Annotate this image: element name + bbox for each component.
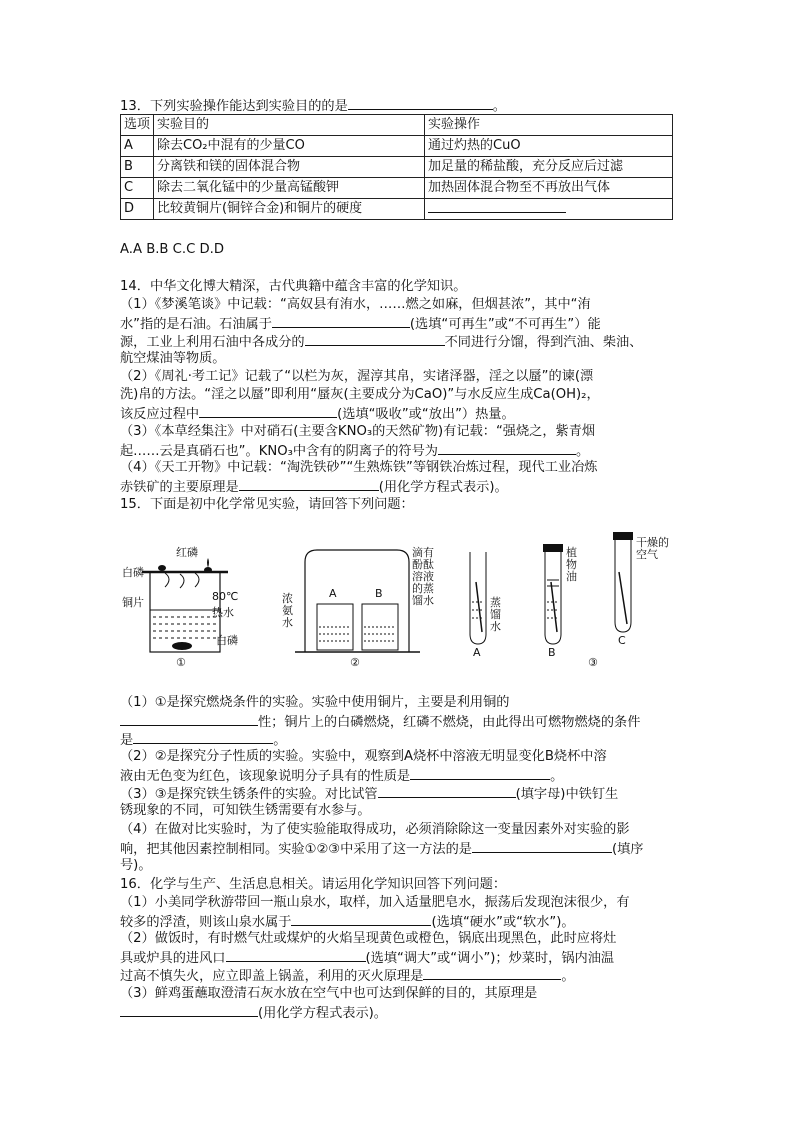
- q15-p1-line: （1）①是探究燃烧条件的实验。实验中使用铜片，主要是利用铜的: [120, 695, 510, 710]
- q14-p3-line: 起……云是真硝石也”。KNO₃中含有的阴离子的符号为 。: [120, 441, 589, 460]
- table-row: [121, 178, 673, 199]
- figure-3: [470, 532, 669, 669]
- label-bailin-bottom: 白磷: [216, 634, 238, 647]
- q14-p3-line: （3）《本草经集注》中对硝石(主要含KNO₃的天然矿物)有记载：“强烧之，紫青烟: [120, 424, 596, 439]
- q14-p4-line: （4）《天工开物》中记载：“淘洗铁砂”“生熟炼铁”等钢铁冶炼过程，现代工业冶炼: [120, 460, 598, 475]
- table-cell: 加足量的稀盐酸，充分反应后过滤: [425, 157, 673, 178]
- q14-stem: 14．中华文化博大精深，古代典籍中蕴含丰富的化学知识。: [120, 279, 467, 294]
- q16-p2-line: 具或炉具的进风口 (选填“调大”或“调小”)；炒菜时，锅内油温: [120, 948, 614, 967]
- answer-blank[interactable]: [305, 332, 445, 346]
- figure-1: [122, 545, 238, 669]
- label-tube-a: A: [473, 646, 481, 659]
- table-cell: B: [121, 157, 154, 178]
- label-temp: 80℃: [212, 590, 239, 603]
- table-row: [121, 157, 673, 178]
- q13-options: A.A B.B C.C D.D: [120, 242, 224, 257]
- table-cell: 比较黄铜片(铜锌合金)和铜片的硬度: [154, 199, 425, 220]
- q15-p4-line: 号)。: [120, 858, 152, 873]
- table-row: [121, 136, 673, 157]
- label-beaker-a: A: [329, 587, 337, 600]
- q14-p1-line: （1）《梦溪笔谈》中记载：“高奴县有洧水，……燃之如麻，但烟甚浓”，其中“洧: [120, 297, 591, 312]
- label-beaker-b: B: [375, 587, 383, 600]
- answer-blank[interactable]: [272, 314, 410, 328]
- table-header-cell: 实验目的: [154, 115, 425, 136]
- answer-blank[interactable]: [410, 766, 550, 780]
- label-tube-c: C: [618, 634, 626, 647]
- label-tongpian: 铜片: [122, 596, 144, 609]
- answer-blank[interactable]: [291, 912, 431, 926]
- q14-p1-line: 源，工业上利用石油中各成分的 不同进行分馏，得到汽油、柴油、: [120, 332, 642, 351]
- table-row: [121, 199, 673, 220]
- table-cell: 除去CO₂中混有的少量CO: [154, 136, 425, 157]
- q14-p2-line: 该反应过程中 (选填“吸收”或“放出”）热量。: [120, 404, 515, 423]
- q16-p1-line: 较多的浮渣，则该山泉水属于 (选填“硬水”或“软水”)。: [120, 912, 575, 931]
- q13-stem: 13．下列实验操作能达到实验目的的是 。: [120, 96, 506, 115]
- label-tube-b: B: [548, 646, 556, 659]
- answer-blank[interactable]: [226, 948, 366, 962]
- q15-p4-line: （4）在做对比实验时，为了使实验能取得成功，必须消除除这一变量因素外对实验的影: [120, 822, 630, 837]
- label-zhiwuyou: 植物油: [566, 546, 577, 583]
- table-cell: A: [121, 136, 154, 157]
- q16-p3-line: (用化学方程式表示)。: [120, 1003, 387, 1022]
- q15-p3-line: 锈现象的不同，可知铁生锈需要有水参与。: [120, 803, 371, 818]
- answer-blank[interactable]: [423, 966, 561, 980]
- q14-p2-line: 洗)帛的方法。“淫之以蜃”即利用“蜃灰(主要成分为CaO)”与水反应生成Ca(OH)₂，: [120, 387, 600, 402]
- table-header-cell: 选项: [121, 115, 154, 136]
- label-figure-1: ①: [176, 656, 186, 669]
- label-ganzao: 干燥的空气: [636, 536, 669, 561]
- label-figure-3: ③: [588, 656, 598, 669]
- q14-p2-line: （2）《周礼·考工记》记载了“以栏为灰，渥淳其帛，实诸泽器，淫之以蜃”的谏(漂: [120, 369, 594, 384]
- q15-p3-line: （3）③是探究铁生锈条件的实验。对比试管 (填字母)中铁钉生: [120, 784, 618, 803]
- q15-p2-line: （2）②是探究分子性质的实验。实验中，观察到A烧杯中溶液无明显变化B烧杯中溶: [120, 749, 607, 764]
- figure-2: [282, 546, 434, 669]
- table-header-cell: 实验操作: [425, 115, 673, 136]
- label-nongan: 浓氨水: [282, 592, 293, 629]
- q15-p4-line: 响，把其他因素控制相同。实验①②③中采用了这一方法的是 (填序: [120, 839, 644, 858]
- q15-p1-line: 是 。: [120, 730, 286, 749]
- label-bailin: 白磷: [122, 566, 144, 579]
- q16-stem: 16．化学与生产、生活息息相关。请运用化学知识回答下列问题：: [120, 877, 507, 892]
- q14-p1-line: 水”指的是石油。石油属于 (选填“可再生”或“不可再生”）能: [120, 314, 601, 333]
- experiment-figure: [120, 532, 680, 672]
- q14-p4-line: 赤铁矿的主要原理是 (用化学方程式表示)。: [120, 477, 508, 496]
- answer-blank[interactable]: [120, 712, 258, 726]
- label-dijiu: 滴有酚酞溶液的蒸馏水: [412, 546, 434, 607]
- table-cell: 分离铁和镁的固体混合物: [154, 157, 425, 178]
- answer-blank[interactable]: [472, 839, 612, 853]
- q16-p2-line: 过高不慎失火，应立即盖上锅盖，利用的灭火原理是 。: [120, 966, 575, 985]
- q14-p1-line: 航空煤油等物质。: [120, 351, 226, 366]
- answer-blank[interactable]: [438, 441, 576, 455]
- q15-p2-line: 液由无色变为红色，该现象说明分子具有的性质是 。: [120, 766, 563, 785]
- label-hongling: 红磷: [176, 546, 198, 559]
- table-cell: D: [121, 199, 154, 220]
- answer-blank[interactable]: [133, 730, 273, 744]
- label-reshui: 热水: [212, 606, 234, 619]
- q15-stem: 15．下面是初中化学常见实验，请回答下列问题：: [120, 497, 414, 512]
- table-header-row: [121, 115, 673, 136]
- answer-blank[interactable]: [120, 1003, 258, 1017]
- q16-p3-line: （3）鲜鸡蛋蘸取澄清石灰水放在空气中也可达到保鲜的目的，其原理是: [120, 986, 538, 1001]
- label-zhengliu: 蒸馏水: [490, 596, 501, 633]
- label-figure-2: ②: [350, 656, 360, 669]
- q16-p2-line: （2）做饭时，有时燃气灶或煤炉的火焰呈现黄色或橙色，锅底出现黑色，此时应将灶: [120, 931, 617, 946]
- answer-blank[interactable]: [428, 199, 566, 213]
- answer-blank[interactable]: [348, 96, 493, 110]
- answer-blank[interactable]: [199, 404, 337, 418]
- answer-blank[interactable]: [378, 784, 516, 798]
- q15-p1-line: 性；铜片上的白磷燃烧，红磷不燃烧，由此得出可燃物燃烧的条件: [120, 712, 640, 731]
- table-cell: C: [121, 178, 154, 199]
- q16-p1-line: （1）小美同学秋游带回一瓶山泉水，取样，加入适量肥皂水，振荡后发现泡沫很少，有: [120, 895, 630, 910]
- table-cell: [425, 199, 673, 220]
- answer-blank[interactable]: [239, 477, 379, 491]
- table-cell: 通过灼热的CuO: [425, 136, 673, 157]
- q13-table: [120, 114, 673, 220]
- table-cell: 除去二氧化锰中的少量高锰酸钾: [154, 178, 425, 199]
- table-cell: 加热固体混合物至不再放出气体: [425, 178, 673, 199]
